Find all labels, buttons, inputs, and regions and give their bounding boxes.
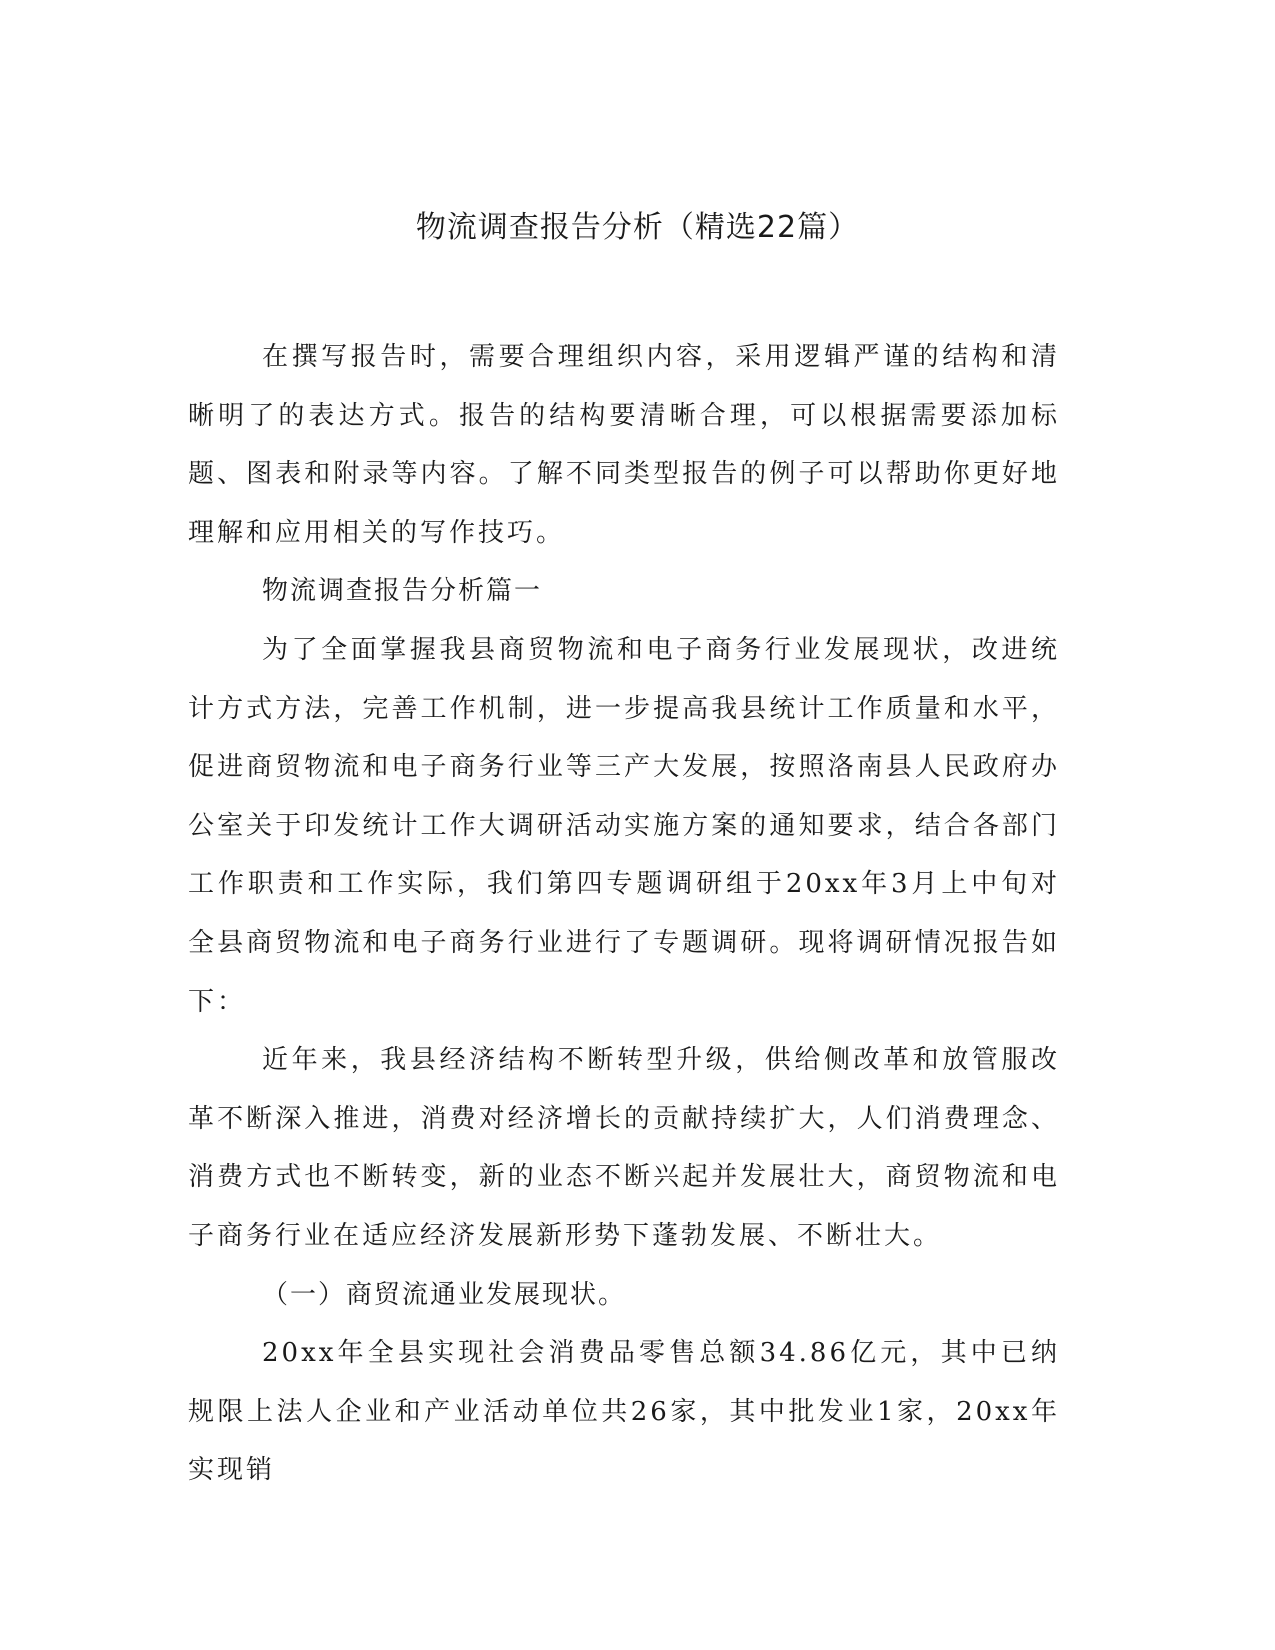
section-heading-1: 物流调查报告分析篇一 bbox=[262, 576, 543, 607]
subsection-heading-1: （一）商贸流通业发展现状。 bbox=[262, 1279, 627, 1310]
paragraph-recent-years: 近年来，我县经济结构不断转型升级，供给侧改革和放管服改革不断深入推进，消费对经济增长的贡献持续扩大，人们消费理念、消费方式也不断转变，新的业态不断兴起并发展壮大，商贸物流和电子商务行业在适应经济发展新形势下蓬勃发展、不断壮大。 bbox=[188, 1045, 1060, 1251]
document-body bbox=[188, 328, 1060, 1500]
intro-paragraph: 在撰写报告时，需要合理组织内容，采用逻辑严谨的结构和清晰明了的表达方式。报告的结构要清晰合理，可以根据需要添加标题、图表和附录等内容。了解不同类型报告的例子可以帮助你更好地理解和应用相关的写作技巧。 bbox=[188, 342, 1060, 548]
document-title: 物流调查报告分析（精选22篇） bbox=[415, 210, 860, 245]
paragraph-survey-purpose: 为了全面掌握我县商贸物流和电子商务行业发展现状，改进统计方式方法，完善工作机制，进一步提高我县统计工作质量和水平，促进商贸物流和电子商务行业等三产大发展，按照洛南县人民政府办公室关于印发统计工作大调研活动实施方案的通知要求，结合各部门工作职责和工作实际，我们第四专题调研组于20xx年3月上中旬对全县商贸物流和电子商务行业进行了专题调研。现将调研情况报告如下： bbox=[188, 634, 1060, 1017]
paragraph-retail-sales: 20xx年全县实现社会消费品零售总额34.86亿元，其中已纳规限上法人企业和产业活动单位共26家，其中批发业1家，20xx年实现销 bbox=[188, 1338, 1060, 1486]
